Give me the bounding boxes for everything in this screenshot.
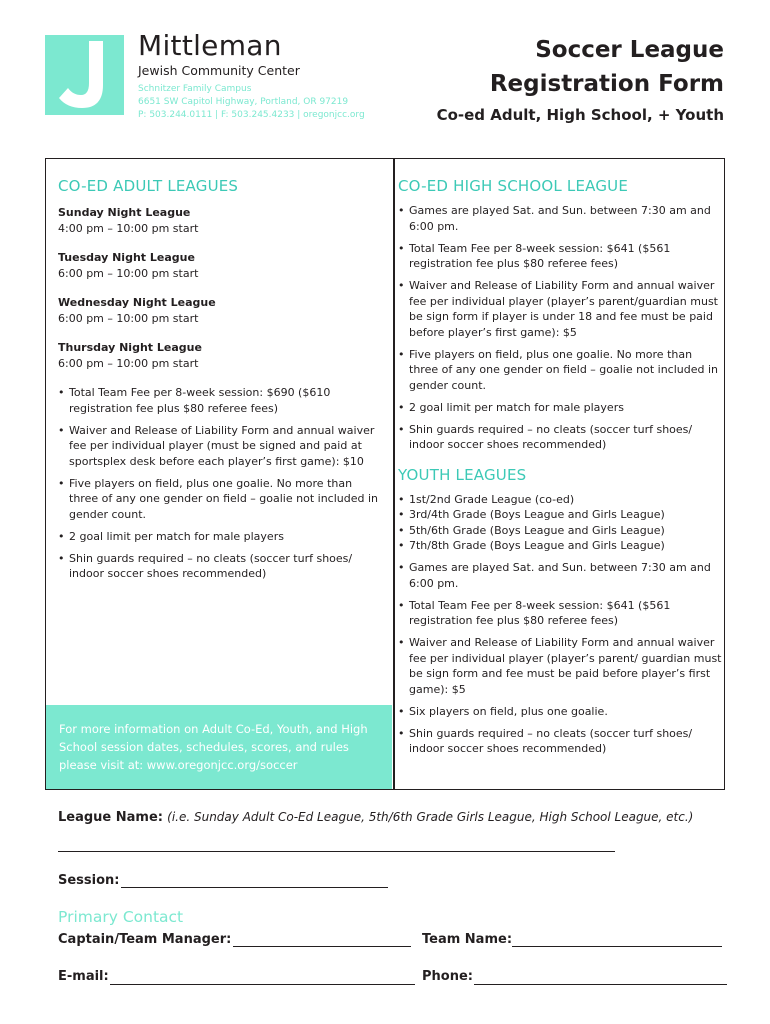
league-time: 6:00 pm – 10:00 pm start: [58, 266, 199, 280]
adult-details-list: [58, 385, 383, 582]
captain-row: [58, 932, 231, 947]
list-item: • Shin guards required – no cleats (soccer turf shoes/ indoor soccer shoes recommended): [58, 551, 383, 582]
list-item: • Waiver and Release of Liability Form and annual waiver fee per individual player (player’s parent/ guardian must be sign form and fee must be paid before player’s first game): $5: [398, 635, 723, 697]
list-item: • 3rd/4th Grade (Boys League and Girls League): [398, 507, 723, 523]
league-info-box: [45, 158, 725, 790]
session-label: Session:: [58, 873, 120, 888]
highschool-details-list: [398, 203, 723, 453]
email-row: [58, 969, 109, 984]
league-tuesday: [58, 250, 383, 281]
logo-j-icon: [45, 35, 124, 115]
league-name-field[interactable]: [58, 851, 615, 852]
league-sunday: [58, 205, 383, 236]
league-name-label: League Name:: [58, 810, 163, 825]
adult-heading: CO-ED ADULT LEAGUES: [58, 177, 239, 195]
league-name: Sunday Night League: [58, 206, 191, 219]
list-item: • Games are played Sat. and Sun. between 7:30 am and 6:00 pm.: [398, 203, 723, 234]
league-time: 6:00 pm – 10:00 pm start: [58, 311, 199, 325]
session-field[interactable]: [121, 887, 388, 888]
more-info-banner: [46, 705, 392, 789]
logo-mark: [45, 35, 124, 115]
session-row: [58, 873, 120, 888]
list-item: • 2 goal limit per match for male players: [398, 400, 723, 416]
list-item: • 1st/2nd Grade League (co-ed): [398, 492, 723, 508]
list-item: • 2 goal limit per match for male players: [58, 529, 383, 545]
team-name-row: [422, 932, 512, 947]
league-name: Tuesday Night League: [58, 251, 195, 264]
league-wednesday: [58, 295, 383, 326]
phone-field[interactable]: [474, 984, 727, 985]
league-time: 6:00 pm – 10:00 pm start: [58, 356, 199, 370]
email-field[interactable]: [110, 984, 415, 985]
league-thursday: [58, 340, 383, 371]
phone-label: Phone:: [422, 969, 473, 984]
primary-contact-heading: Primary Contact: [58, 908, 184, 926]
youth-heading: YOUTH LEAGUES: [398, 465, 527, 484]
list-item: • Waiver and Release of Liability Form and annual waiver fee per individual player (must be signed and paid at sportsplex desk before each player’s first game): $10: [58, 423, 383, 470]
list-item: • Shin guards required – no cleats (soccer turf shoes/ indoor soccer shoes recommended): [398, 422, 723, 453]
captain-label: Captain/Team Manager:: [58, 932, 232, 947]
list-item: • Five players on field, plus one goalie. No more than three of any one gender on field – goalie not included in gender count.: [58, 476, 383, 523]
email-label: E-mail:: [58, 969, 109, 984]
phone-row: [422, 969, 473, 984]
list-item: • 5th/6th Grade (Boys League and Girls League): [398, 523, 723, 539]
more-info-text: For more information on Adult Co-Ed, Youth, and High School session dates, schedules, scores, and rules please visit at: www.oregonjcc.org/soccer: [59, 722, 368, 772]
league-time: 4:00 pm – 10:00 pm start: [58, 221, 199, 235]
list-item: • Shin guards required – no cleats (soccer turf shoes/ indoor soccer shoes recommended): [398, 726, 723, 757]
league-name-hint: (i.e. Sunday Adult Co-Ed League, 5th/6th Grade Girls League, High School League, etc.): [167, 810, 694, 824]
list-item: • Waiver and Release of Liability Form and annual waiver fee per individual player (player’s parent/guardian must be sign form if player is under 18 and fee must be paid before player’s first game): $5: [398, 278, 723, 340]
org-name: Mittleman: [138, 29, 282, 62]
highschool-heading: CO-ED HIGH SCHOOL LEAGUE: [398, 177, 629, 195]
youth-grades-list: [398, 492, 723, 554]
org-campus: Schnitzer Family Campus: [138, 84, 252, 94]
list-item: • Games are played Sat. and Sun. between 7:30 am and 6:00 pm.: [398, 560, 723, 591]
org-contact: P: 503.244.0111 | F: 503.245.4233 | oregonjcc.org: [138, 110, 365, 120]
highschool-youth-column: [398, 176, 723, 763]
team-name-label: Team Name:: [422, 932, 513, 947]
league-name: Wednesday Night League: [58, 296, 216, 309]
league-name-row: [58, 810, 693, 825]
list-item: • Five players on field, plus one goalie. No more than three of any one gender on field – goalie not included in gender count.: [398, 347, 723, 394]
title-subtitle: Co-ed Adult, High School, + Youth: [436, 106, 724, 124]
org-subtitle: Jewish Community Center: [138, 63, 300, 78]
title-line-1: Soccer League: [535, 37, 724, 63]
column-divider: [393, 159, 395, 789]
list-item: • Total Team Fee per 8-week session: $641 ($561 registration fee plus $80 referee fees): [398, 598, 723, 629]
adult-leagues-column: [58, 176, 383, 588]
org-info: [138, 30, 365, 122]
youth-details-list: [398, 560, 723, 757]
list-item: • Six players on field, plus one goalie.: [398, 704, 723, 720]
league-name: Thursday Night League: [58, 341, 202, 354]
list-item: • Total Team Fee per 8-week session: $641 ($561 registration fee plus $80 referee fees): [398, 241, 723, 272]
org-address: 6651 SW Capitol Highway, Portland, OR 97219: [138, 97, 349, 107]
captain-field[interactable]: [233, 946, 411, 947]
team-name-field[interactable]: [512, 946, 722, 947]
form-title: [437, 33, 724, 124]
list-item: • Total Team Fee per 8-week session: $690 ($610 registration fee plus $80 referee fees): [58, 385, 383, 416]
title-line-2: Registration Form: [489, 71, 724, 97]
list-item: • 7th/8th Grade (Boys League and Girls League): [398, 538, 723, 554]
